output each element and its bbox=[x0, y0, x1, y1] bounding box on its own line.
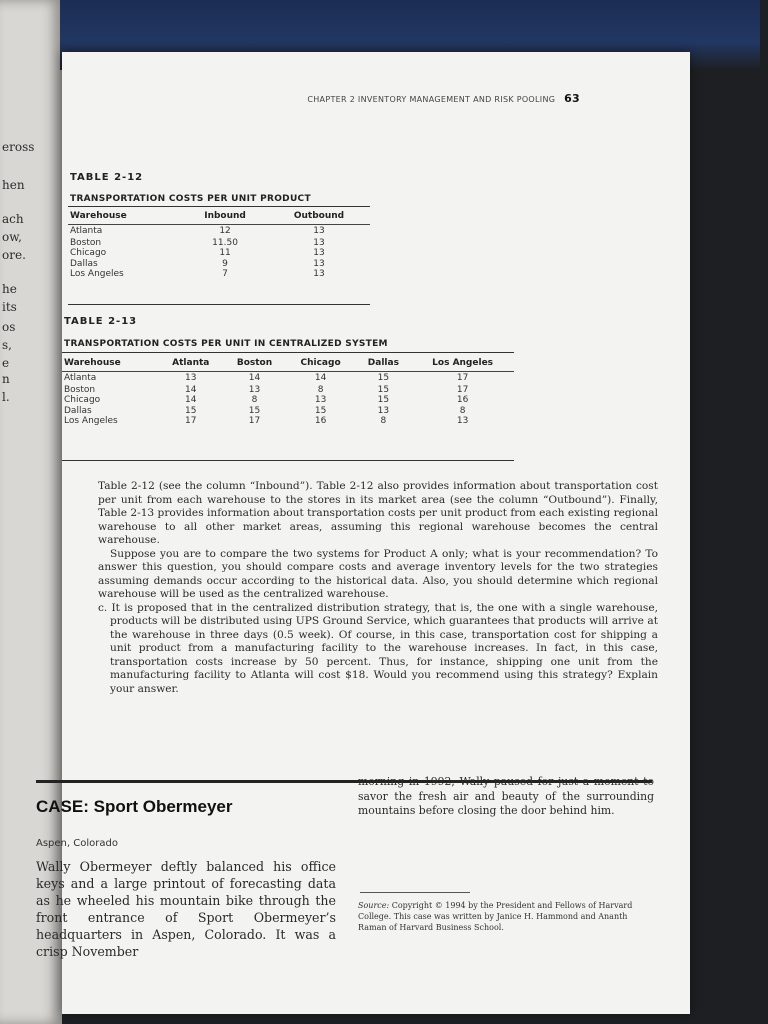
table-cell: 17 bbox=[456, 384, 469, 395]
column-header: Outbound bbox=[268, 208, 370, 225]
table-cell: 13 bbox=[313, 258, 325, 269]
table-2-13-top-rule bbox=[62, 352, 514, 353]
table-2-12-title: TRANSPORTATION COSTS PER UNIT PRODUCT bbox=[70, 194, 311, 204]
table-cell: 14 bbox=[314, 373, 327, 383]
table-cell: 17 bbox=[456, 373, 469, 383]
body-paragraph: Suppose you are to compare the two systems for Product A only; what is your recommendation? To answer this question, you should compare costs and average inventory levels for the two strategies assuming demands occur according to the historical data. Also, you should determine which regional warehouse will be used as the centralized warehouse. bbox=[98, 547, 658, 600]
facing-page-fragment: its bbox=[2, 300, 17, 314]
source-label: Source: bbox=[358, 901, 390, 910]
table-row bbox=[68, 225, 370, 238]
table-cell: 13 bbox=[185, 373, 197, 383]
table-2-12-top-rule bbox=[68, 206, 370, 207]
table-cell: Boston bbox=[70, 237, 102, 248]
table-row bbox=[68, 259, 370, 270]
running-head bbox=[260, 92, 580, 105]
table-2-12-label: TABLE 2-12 bbox=[70, 172, 144, 183]
source-rule bbox=[360, 892, 470, 893]
case-column-2: morning in 1992; Wally paused for just a moment to savor the fresh air and beauty of the surrounding mountains before closing the door behind him. bbox=[358, 775, 654, 817]
table-cell: 17 bbox=[248, 416, 261, 426]
case-source bbox=[358, 900, 658, 933]
case-location: Aspen, Colorado bbox=[36, 838, 118, 849]
table-row bbox=[62, 385, 514, 396]
running-head-text: CHAPTER 2 INVENTORY MANAGEMENT AND RISK POOLING bbox=[307, 95, 556, 104]
facing-page-fragment: s, bbox=[2, 338, 12, 352]
table-cell: 15 bbox=[377, 373, 390, 383]
table-row bbox=[68, 269, 370, 284]
exercise-text bbox=[98, 480, 658, 696]
table-cell: 13 bbox=[313, 269, 325, 279]
facing-page-fragment: ach bbox=[2, 212, 24, 226]
table-cell: Dallas bbox=[70, 258, 98, 269]
table-cell: 15 bbox=[248, 405, 261, 416]
case-heading: CASE: Sport Obermeyer bbox=[36, 797, 233, 816]
facing-page-fragment: eross bbox=[2, 140, 35, 154]
table-cell: 13 bbox=[456, 416, 469, 426]
table-cell: Dallas bbox=[64, 405, 92, 416]
column-header: Atlanta bbox=[158, 355, 223, 372]
table-cell: Atlanta bbox=[70, 226, 103, 236]
table-cell: 7 bbox=[222, 269, 228, 279]
table-cell: Chicago bbox=[64, 395, 101, 405]
table-cell: 11 bbox=[219, 248, 231, 258]
column-header: Warehouse bbox=[62, 355, 158, 372]
table-cell: 13 bbox=[313, 237, 325, 248]
column-header: Warehouse bbox=[68, 208, 182, 225]
table-cell: 8 bbox=[380, 416, 387, 426]
table-cell: Los Angeles bbox=[64, 416, 118, 426]
body-paragraph: Table 2-12 (see the column “Inbound”). Table 2-12 also provides information about transportation cost per unit from each warehouse to the stores in its market area (see the column “Outbound”). Finally, Table 2-13 provides information about transportation costs per unit product from each existing regional warehouse to all other market areas, assuming this regional warehouse becomes the central warehouse. bbox=[98, 480, 658, 546]
table-cell: 13 bbox=[377, 405, 390, 416]
table-cell: 14 bbox=[185, 384, 197, 395]
table-2-13-label: TABLE 2-13 bbox=[64, 316, 138, 327]
table-2-13 bbox=[62, 355, 514, 431]
table-row bbox=[62, 372, 514, 385]
table-cell: 15 bbox=[377, 395, 390, 405]
table-row bbox=[62, 406, 514, 417]
table-2-12 bbox=[68, 208, 370, 284]
facing-page-fragment: n bbox=[2, 372, 10, 386]
table-cell: 8 bbox=[251, 395, 258, 405]
facing-page-fragment: ore. bbox=[2, 248, 26, 262]
table-cell: 15 bbox=[185, 405, 197, 416]
table-row bbox=[62, 416, 514, 431]
table-row bbox=[68, 248, 370, 259]
table-row bbox=[62, 395, 514, 406]
table-cell: 12 bbox=[219, 226, 231, 236]
table-cell: 14 bbox=[248, 373, 261, 383]
table-cell: 8 bbox=[459, 405, 466, 416]
table-cell: 14 bbox=[185, 395, 197, 405]
table-cell: 15 bbox=[377, 384, 390, 395]
page-number: 63 bbox=[564, 92, 580, 105]
case-column-1: Wally Obermeyer deftly balanced his office keys and a large printout of forecasting data as he wheeled his mountain bike through the front entrance of Sport Obermeyer’s headquarters in Aspen, Colorado. It was a crisp November bbox=[36, 859, 336, 959]
table-cell: 13 bbox=[314, 395, 327, 405]
facing-page-fragment: e bbox=[2, 356, 10, 370]
table-row bbox=[68, 238, 370, 249]
table-cell: 17 bbox=[185, 416, 197, 426]
facing-page-fragment: l. bbox=[2, 390, 10, 404]
source-text: Copyright © 1994 by the President and Fellows of Harvard College. This case was written by Janice H. Hammond and Ananth Raman of Harvard Business School. bbox=[358, 901, 633, 932]
table-cell: 13 bbox=[313, 226, 325, 236]
table-cell: 8 bbox=[317, 384, 324, 395]
table-cell: 9 bbox=[222, 258, 228, 269]
table-cell: 13 bbox=[248, 384, 261, 395]
facing-page-fragment: he bbox=[2, 282, 17, 296]
table-cell: 13 bbox=[313, 248, 325, 258]
column-header: Los Angeles bbox=[411, 355, 514, 372]
facing-page-fragment: ow, bbox=[2, 230, 22, 244]
facing-page-fragment: os bbox=[2, 320, 16, 334]
table-header-row bbox=[68, 208, 370, 225]
column-header: Chicago bbox=[286, 355, 356, 372]
table-2-13-bottom-rule bbox=[62, 460, 514, 461]
table-cell: 16 bbox=[314, 416, 327, 426]
table-header-row bbox=[62, 355, 514, 372]
table-cell: Los Angeles bbox=[70, 269, 124, 279]
table-cell: 16 bbox=[456, 395, 469, 405]
table-cell: 11.50 bbox=[212, 237, 238, 248]
column-header: Inbound bbox=[182, 208, 268, 225]
table-2-13-title: TRANSPORTATION COSTS PER UNIT IN CENTRALIZED SYSTEM bbox=[64, 339, 388, 349]
table-2-12-bottom-rule bbox=[68, 304, 370, 305]
table-cell: Boston bbox=[64, 384, 96, 395]
table-cell: Atlanta bbox=[64, 373, 97, 383]
facing-page-fragment: hen bbox=[2, 178, 25, 192]
table-cell: Chicago bbox=[70, 248, 107, 258]
question-c: c. It is proposed that in the centralized distribution strategy, that is, the one with a single warehouse, products will be distributed using UPS Ground Service, which guarantees that products will arrive at the warehouse in three days (0.5 week). Of course, in this case, transportation cost for shipping a unit product from a manufacturing facility to the warehouse increases. In fact, in this case, transportation costs increase by 50 percent. Thus, for instance, shipping one unit from the manufacturing facility to Atlanta will cost $18. Would you recommend using this strategy? Explain your answer. bbox=[98, 601, 658, 695]
column-header: Dallas bbox=[356, 355, 412, 372]
column-header: Boston bbox=[223, 355, 285, 372]
table-cell: 15 bbox=[314, 405, 327, 416]
